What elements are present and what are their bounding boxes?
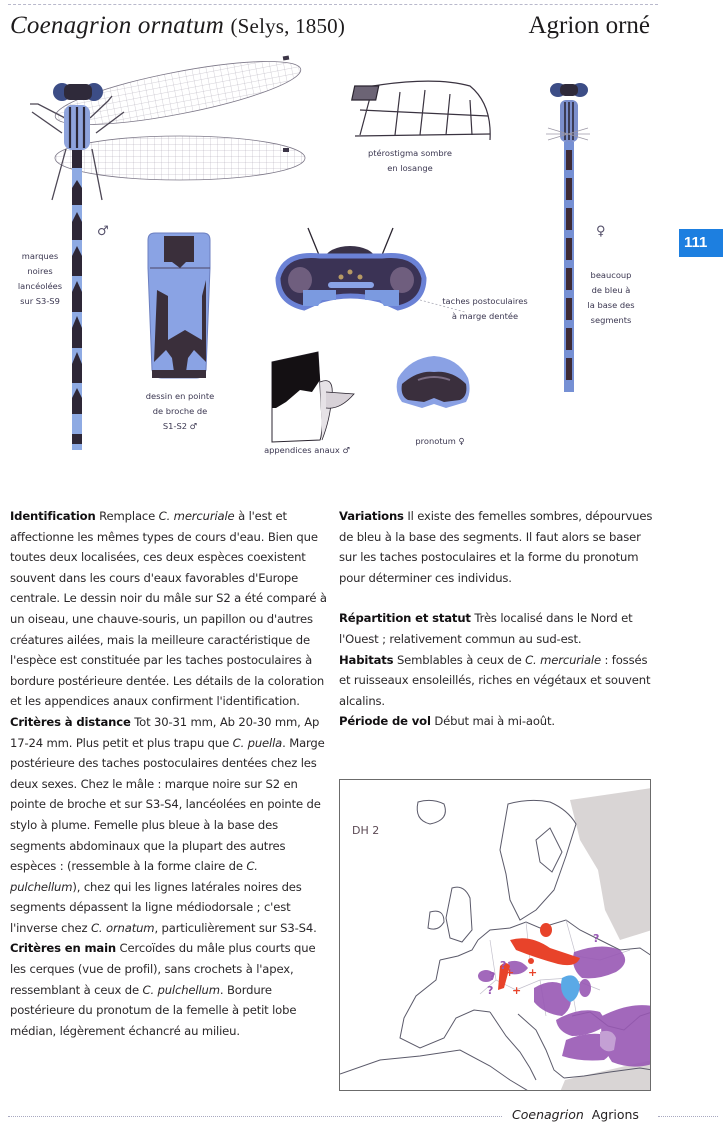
page-footer: [0, 1105, 723, 1127]
caption-female-blue: beaucoup de bleu à la base des segments: [587, 270, 635, 325]
footer-rule: [658, 1116, 718, 1117]
caption-pterostigma: ptérostigma sombre en losange: [368, 148, 452, 173]
female-symbol: ♀: [458, 436, 465, 446]
in-hand-criteria-heading: Critères en main: [10, 941, 117, 956]
svg-text:?: ?: [500, 959, 507, 972]
male-symbol: ♂: [97, 224, 109, 239]
common-name: Agrion orné: [528, 12, 650, 39]
map-uncertain-marker: ?: [489, 970, 496, 983]
in-hand-criteria-section: Critères en main Cercoïdes du mâle plus courts que les cerques (vue de profil), sans crochets à l'apex, ressemblant à ceux de C. pulchellum. Bordure postérieure du pronotum de la femelle à petit lobe médian, légèrement échancré au milieu.: [10, 941, 316, 1038]
distribution-section: Répartition et statut Très localisé dans le Nord et l'Ouest ; relativement commun au sud-est.: [339, 611, 633, 646]
distribution-map: [339, 779, 651, 1091]
s1-s2-segments-figure: [148, 233, 210, 378]
habitats-section: Habitats Semblables à ceux de C. mercuriale : fossés et ruisseaux ensoleillés, riches en végétaux et souvent alcalins.: [339, 652, 651, 708]
male-symbol: ♂: [189, 421, 198, 431]
wing-tip-figure: [352, 81, 490, 140]
svg-text:+: +: [512, 984, 522, 997]
page-number-tab: 111: [679, 229, 723, 257]
flight-period-section: Période de vol Début mai à mi-août.: [339, 714, 555, 729]
caption-anal-appendages: appendices anaux ♂: [264, 445, 350, 455]
author-citation: (Selys, 1850): [230, 14, 346, 38]
europe-map: [340, 780, 651, 1091]
identification-section: Identification Remplace C. mercuriale à l'est et affectionne les mêmes types de cours d'eau. Bien que toutes deux localisées, ces deux espèces coexistent souvent dans les cours d'eaux favorables d'Europe centrale. Le dessin noir du mâle sur S2 a été comparé à un oiseau, une chauve-souris, un papillon ou d'autres créatures ailées, mais la meilleure caractéristique de l'espèce est constituée par les taches postoculaires à bordure postérieure dentée. Les détails de la coloration et les appendices anaux confirment l'identification.: [10, 509, 327, 709]
footer-genus: Coenagrion: [512, 1107, 584, 1122]
illustration-plate: [0, 50, 660, 470]
distance-criteria-section: Critères à distance Tot 30-31 mm, Ab 20-30 mm, Ap 17-24 mm. Plus petit et plus trapu que C. puella. Marge postérieure des taches postoculaires dentées chez les deux sexes. Chez le mâle : marque noire sur S2 en pointe de broche et sur S3-S4, lancéolées en pointe de stylo à plume. Femelle plus bleue à la base des segments abdominaux que la plupart des autres espèces : (ressemble à la forme claire de C. pulchellum), chez qui les lignes latérales noires des segments dépassent la ligne médiodorsale ; c'est l'inverse chez C. ornatum, particulièrement sur S3-S4.: [10, 714, 325, 935]
male-symbol: ♂: [342, 445, 350, 455]
variations-section: Variations Il existe des femelles sombres, dépourvues de bleu à la base des segments. Il faut alors se baser sur les taches postoculaires et la forme du pronotum pour déterminer ces individus.: [339, 509, 653, 585]
caption-s1-s2-pattern: dessin en pointe de broche de S1-S2 ♂: [145, 391, 215, 431]
text-column-left: [10, 506, 330, 1041]
map-extinct-marker: +: [505, 966, 515, 979]
female-dorsal-figure: [546, 83, 590, 392]
running-footer: [512, 1107, 639, 1122]
scientific-name: Coenagrion ornatum (Selys, 1850): [10, 12, 346, 39]
identification-heading: Identification: [10, 509, 96, 523]
text-column-right: [339, 506, 659, 732]
habitats-heading: Habitats: [339, 652, 394, 667]
distribution-heading: Répartition et statut: [339, 611, 471, 626]
flight-period-heading: Période de vol: [339, 714, 431, 729]
female-symbol: ♀: [596, 224, 606, 239]
plate-illustrations: [0, 50, 660, 470]
top-rule: [8, 4, 658, 5]
svg-text:?: ?: [487, 984, 494, 997]
distance-criteria-heading: Critères à distance: [10, 714, 131, 729]
variations-heading: Variations: [339, 509, 404, 523]
caption-postocular: taches postoculaires à marge dentée: [442, 296, 528, 321]
svg-text:?: ?: [593, 932, 600, 945]
footer-group: Agrions: [591, 1107, 639, 1122]
anal-appendages-figure: [272, 352, 354, 442]
pronotum-figure: [397, 356, 470, 408]
map-label: DH 2: [352, 824, 380, 837]
caption-pronotum: pronotum ♀: [415, 436, 465, 446]
footer-rule: [8, 1116, 502, 1117]
species-header: [10, 12, 650, 46]
svg-text:+: +: [528, 966, 538, 979]
caption-male-abdomen-marks: marques noires lancéolées sur S3-S9: [17, 251, 63, 306]
